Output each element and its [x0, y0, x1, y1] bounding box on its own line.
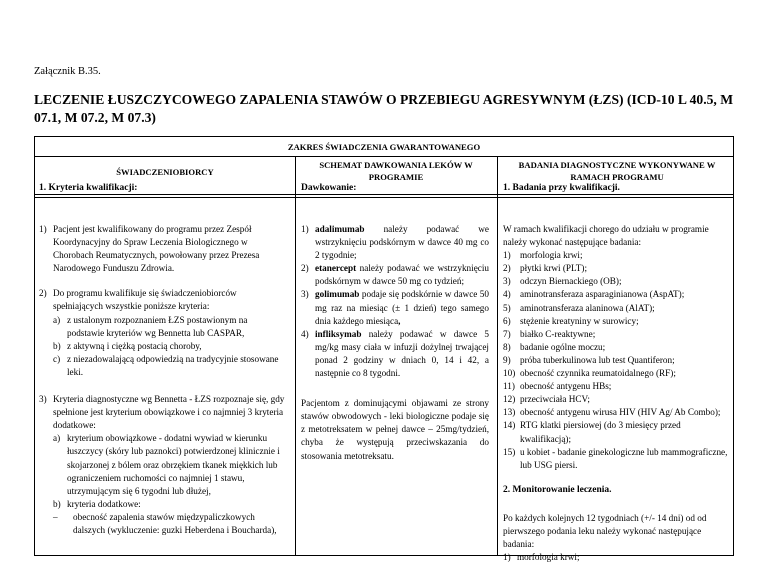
column-divider-1: [295, 157, 296, 555]
qualification-test-item: 7) białko C-reaktywne;: [503, 328, 596, 339]
qualification-test-item: 8) badanie ogólne moczu;: [503, 341, 606, 352]
qualification-test-item: 9) próba tuberkulinowa lub test Quantiferon;: [503, 354, 675, 365]
monitoring-item: 1) morfologia krwi;: [503, 552, 580, 563]
col2-subheader: Dawkowanie:: [301, 183, 357, 193]
monitoring-section-title: 2. Monitorowanie leczenia.: [503, 484, 612, 495]
qualification-intro: W ramach kwalifikacji chorego do udziału w programie należy wykonać następujące badania:: [503, 224, 709, 248]
col2-header: SCHEMAT DAWKOWANIA LEKÓW W PROGRAMIE: [319, 160, 473, 182]
dose-adalimumab: 1) adalimumab należy podawać we wstrzyknięciu podskórnym w dawce 40 mg co 2 tygodnie;: [301, 224, 489, 261]
criteria-3b-item: – obecność zapalenia stawów międzypaliczkowych dalszych (wykluczenie: guzki Heberdena i Boucharda),: [53, 511, 277, 535]
col1-subheader: 1. Kryteria kwalifikacji:: [39, 183, 138, 193]
qualification-test-item: 14) RTG klatki piersiowej (do 3 miesięcy przed kwalifikacją);: [503, 420, 681, 444]
qualification-test-item: 15) u kobiet - badanie ginekologiczne lub mammograficzne, lub USG piersi.: [503, 446, 728, 470]
qualification-test-item: 3) odczyn Biernackiego (OB);: [503, 276, 622, 287]
col1-content: [39, 223, 285, 537]
document-title: LECZENIE ŁUSZCZYCOWEGO ZAPALENIA STAWÓW O PRZEBIEGU AGRESYWNYM (ŁZS) (ICD-10 L 40.5, M 07.1, M 07.2, M 07.3): [34, 92, 734, 126]
subheader-divider-bottom: [35, 197, 733, 198]
dose-etanercept: 2) etanercept należy podawać we wstrzyknięciu podskórnym w dawce 50 mg co tydzień;: [301, 263, 489, 287]
qualification-test-item: 2) płytki krwi (PLT);: [503, 263, 588, 274]
qualification-test-item: 4) aminotransferaza asparaginianowa (AspAT);: [503, 289, 685, 300]
methotrexate-note: Pacjentom z dominującymi objawami ze strony stawów obwodowych - leki biologiczne podaje się z metotreksatem w pełnej dawce – 25mg/tydzień, chyba że występują przeciwskazania do stosowania metotreksatu.: [301, 398, 489, 461]
criteria-1: 1) Pacjent jest kwalifikowany do programu przez Zespół Koordynacyjny do Spraw Leczenia Biologicznego w Chorobach Reumatycznych, powołowany przez Prezesa Narodowego Funduszu Zdrowia.: [39, 224, 260, 274]
criteria-2: 2) Do programu kwalifikuje się świadczeniobiorców spełniających wszystkie poniższe kryteria:: [39, 288, 237, 312]
col3-subheader: 1. Badania przy kwalifikacji.: [503, 183, 620, 193]
annex-label: Załącznik B.35.: [34, 66, 101, 77]
qualification-tests-list: [503, 249, 731, 472]
col1-header: ŚWIADCZENIOBIORCY: [116, 167, 214, 177]
criteria-3: 3) Kryteria diagnostyczne wg Bennetta - ŁZS rozpoznaje się, gdy spełnione jest kryterium obowiązkowe i co najmniej 3 kryteria dodatkowe:: [39, 394, 285, 431]
criteria-2b: b) z aktywną i ciężką postacią choroby,: [53, 340, 202, 351]
qualification-test-item: 13) obecność antygenu wirusa HIV (HIV Ag/ Ab Combo);: [503, 407, 721, 418]
dose-infliksymab: 4) infliksymab należy podawać w dawce 5 mg/kg masy ciała w infuzji dożylnej trwającej ponad 2 godziny w dniach 0, 14 i 42, a następnie co 8 tygodni.: [301, 328, 489, 379]
qualification-test-item: 6) stężenie kreatyniny w surowicy;: [503, 315, 639, 326]
column-divider-2: [497, 157, 498, 555]
qualification-test-item: 11) obecność antygenu HBs;: [503, 381, 612, 392]
col3-content: [503, 223, 731, 564]
monitoring-intro: Po każdych kolejnych 12 tygodniach (+/- 14 dni) od od pierwszego podania leku należy wykonać następujące badania:: [503, 512, 707, 550]
qualification-test-item: 5) aminotransferaza alaninowa (AlAT);: [503, 302, 655, 313]
program-table: [34, 136, 734, 563]
criteria-2c: c) z niezadowalającą odpowiedzią na tradycyjnie stosowane leki.: [53, 353, 279, 377]
criteria-2a: a) z ustalonym rozpoznaniem ŁZS postawionym na podstawie kryteriów wg Bennetta lub CASPAR,: [53, 314, 248, 338]
table-top-header: ZAKRES ŚWIADCZENIA GWARANTOWANEGO: [35, 137, 733, 157]
criteria-3b: b) kryteria dodatkowe:: [53, 498, 141, 509]
qualification-test-item: 1) morfologia krwi;: [503, 250, 583, 261]
qualification-test-item: 10) obecność czynnika reumatoidalnego (RF);: [503, 368, 676, 379]
col2-content: [301, 223, 489, 463]
subheader-divider-top: [35, 194, 733, 195]
qualification-test-item: 12) przeciwciała HCV;: [503, 394, 590, 405]
col3-header: BADANIA DIAGNOSTYCZNE WYKONYWANE W RAMACH PROGRAMU: [518, 160, 716, 182]
dose-golimumab: 3) golimumab podaje się podskórnie w dawce 50 mg raz na miesiąc (± 1 dzień) tego samego dnia każdego miesiąca,: [301, 289, 489, 326]
criteria-3a: a) kryterium obowiązkowe - dodatni wywiad w kierunku łuszczycy (skóry lub paznokci) potwierdzonej klinicznie i skojarzonej z bólem oraz obrzękiem tkanek miękkich lub ograniczeniem ruchomości co najmniej 1 stawu, utrzymującym się 6 tygodni lub dłużej,: [53, 433, 280, 496]
